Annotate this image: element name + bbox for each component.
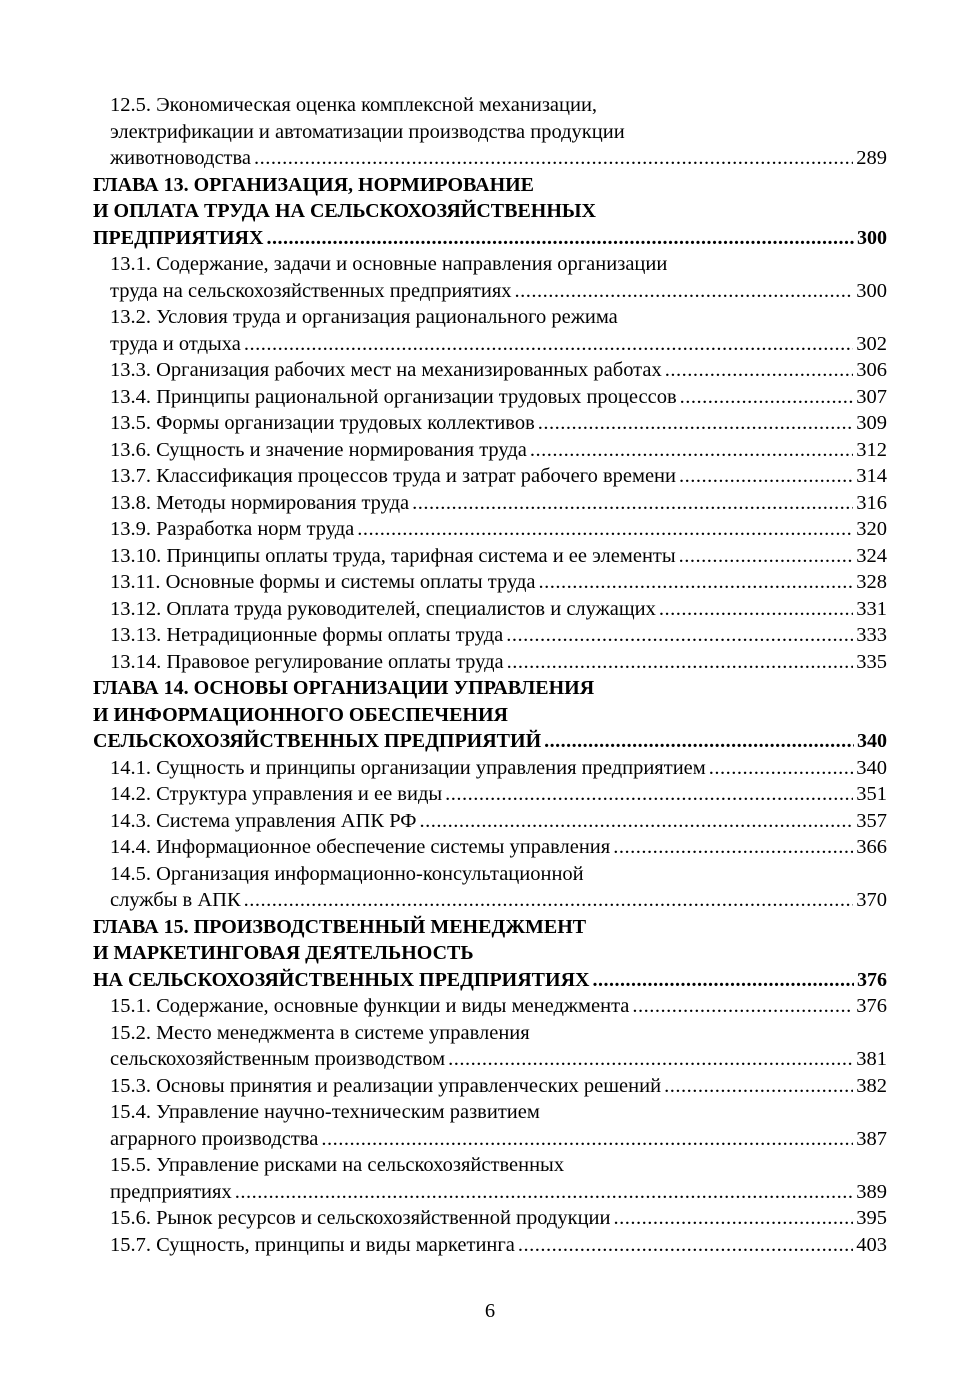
entry-title: 13.9. Разработка норм труда	[110, 518, 355, 540]
section-entry	[93, 781, 887, 808]
toc-line: 15.5. Управление рисками на сельскохозяйственных	[110, 1154, 565, 1176]
entry-page-number: 382	[856, 1074, 887, 1097]
toc-line	[93, 384, 887, 411]
entry-page-number: 312	[856, 438, 887, 461]
toc-line	[93, 1046, 887, 1073]
toc-line	[93, 225, 887, 252]
dot-leader	[538, 569, 853, 596]
entry-page-number: 366	[856, 836, 887, 858]
section-entry	[93, 251, 887, 304]
toc-line	[93, 649, 887, 676]
dot-leader	[530, 437, 853, 464]
toc-line	[93, 728, 887, 755]
entry-title: НА СЕЛЬСКОХОЗЯЙСТВЕННЫХ ПРЕДПРИЯТИЯХ	[93, 968, 590, 991]
section-entry	[93, 463, 887, 490]
section-entry	[93, 834, 887, 861]
entry-page-number: 387	[856, 1127, 887, 1150]
toc-line	[93, 463, 887, 490]
dot-leader	[235, 1179, 854, 1206]
toc-line: 14.5. Организация информационно-консультационной	[110, 862, 584, 885]
toc-line: электрификации и автоматизации производства продукции	[110, 120, 625, 143]
entry-page-number: 302	[856, 332, 887, 355]
toc-line	[93, 490, 887, 517]
section-entry	[93, 1073, 887, 1100]
toc-line: 12.5. Экономическая оценка комплексной механизации,	[110, 94, 598, 116]
section-entry	[93, 808, 887, 835]
toc-line	[93, 145, 887, 172]
section-entry	[93, 755, 887, 782]
toc-line	[93, 543, 887, 570]
entry-title: труда на сельскохозяйственных предприятиях	[110, 279, 512, 302]
section-entry	[93, 622, 887, 649]
entry-title: 13.6. Сущность и значение нормирования труда	[110, 438, 527, 461]
section-entry	[93, 993, 887, 1020]
entry-page-number: 307	[856, 385, 887, 408]
toc-line	[93, 1179, 887, 1206]
entry-title: 13.3. Организация рабочих мест на механизированных работах	[110, 359, 662, 381]
entry-title: 15.7. Сущность, принципы и виды маркетинга	[110, 1233, 515, 1256]
entry-page-number: 340	[857, 730, 887, 752]
entry-page-number: 381	[856, 1048, 887, 1070]
toc-line	[93, 781, 887, 808]
toc-line: И ИНФОРМАЦИОННОГО ОБЕСПЕЧЕНИЯ	[93, 703, 508, 726]
entry-page-number: 331	[856, 597, 887, 620]
section-entry	[93, 649, 887, 676]
toc-line	[93, 622, 887, 649]
entry-page-number: 309	[856, 412, 887, 434]
dot-leader	[613, 1205, 853, 1232]
dot-leader	[632, 993, 853, 1020]
entry-page-number: 320	[856, 518, 887, 540]
toc-line: ГЛАВА 13. ОРГАНИЗАЦИЯ, НОРМИРОВАНИЕ	[93, 173, 535, 196]
entry-page-number: 357	[856, 809, 887, 832]
dot-leader	[254, 145, 853, 172]
dot-leader	[680, 384, 854, 411]
toc-line	[93, 887, 887, 914]
section-entry	[93, 304, 887, 357]
section-entry	[93, 861, 887, 914]
entry-title: 13.7. Классификация процессов труда и затрат рабочего времени	[110, 465, 676, 487]
chapter-entry	[93, 914, 887, 994]
toc-line: ГЛАВА 15. ПРОИЗВОДСТВЕННЫЙ МЕНЕДЖМЕНТ	[93, 915, 587, 938]
dot-leader	[613, 834, 853, 861]
dot-leader	[507, 649, 854, 676]
entry-title: 14.4. Информационное обеспечение системы управления	[110, 836, 611, 858]
toc-line	[93, 1126, 887, 1153]
toc-line	[93, 516, 887, 543]
entry-page-number: 370	[856, 889, 887, 911]
toc-line	[93, 1232, 887, 1259]
toc-line	[93, 278, 887, 305]
toc-line: 15.2. Место менеджмента в системе управления	[110, 1021, 530, 1044]
entry-title: 13.5. Формы организации трудовых коллективов	[110, 412, 535, 434]
toc-line	[93, 993, 887, 1020]
entry-title: 15.6. Рынок ресурсов и сельскохозяйственной продукции	[110, 1207, 611, 1229]
section-entry	[93, 437, 887, 464]
chapter-entry	[93, 172, 887, 252]
entry-title: службы в АПК	[110, 889, 241, 911]
section-entry	[93, 1020, 887, 1073]
toc-line: ГЛАВА 14. ОСНОВЫ ОРГАНИЗАЦИИ УПРАВЛЕНИЯ	[93, 677, 595, 699]
dot-leader	[592, 967, 854, 994]
section-entry	[93, 596, 887, 623]
toc-line: И ОПЛАТА ТРУДА НА СЕЛЬСКОХОЗЯЙСТВЕННЫХ	[93, 200, 596, 222]
toc-line	[93, 834, 887, 861]
toc-line	[93, 1073, 887, 1100]
section-entry	[93, 357, 887, 384]
entry-title: животноводства	[110, 147, 252, 169]
dot-leader	[518, 1232, 853, 1259]
entry-page-number: 389	[856, 1180, 887, 1203]
table-of-contents	[93, 92, 887, 1258]
dot-leader	[544, 728, 854, 755]
toc-line: 13.2. Условия труда и организация рационального режима	[110, 306, 618, 328]
entry-page-number: 324	[856, 544, 887, 567]
section-entry	[93, 1232, 887, 1259]
entry-page-number: 340	[856, 756, 887, 779]
dot-leader	[664, 1073, 853, 1100]
entry-page-number: 300	[857, 226, 887, 249]
toc-line	[93, 967, 887, 994]
entry-page-number: 403	[856, 1233, 887, 1256]
toc-line: 13.1. Содержание, задачи и основные направления организации	[110, 253, 668, 275]
entry-title: 14.2. Структура управления и ее виды	[110, 783, 443, 805]
entry-title: СЕЛЬСКОХОЗЯЙСТВЕННЫХ ПРЕДПРИЯТИЙ	[93, 730, 542, 752]
entry-page-number: 289	[856, 147, 887, 169]
section-entry	[93, 1099, 887, 1152]
entry-page-number: 328	[856, 571, 887, 593]
entry-page-number: 351	[856, 783, 887, 805]
section-entry	[93, 543, 887, 570]
entry-title: аграрного производства	[110, 1127, 319, 1150]
entry-title: 15.1. Содержание, основные функции и виды менеджмента	[110, 995, 630, 1017]
entry-page-number: 300	[856, 279, 887, 302]
dot-leader	[506, 622, 853, 649]
dot-leader	[679, 543, 854, 570]
section-entry	[93, 384, 887, 411]
dot-leader	[412, 490, 853, 517]
entry-title: 13.4. Принципы рациональной организации трудовых процессов	[110, 385, 677, 408]
section-entry	[93, 490, 887, 517]
entry-title: 13.13. Нетрадиционные формы оплаты труда	[110, 624, 504, 646]
toc-line	[93, 410, 887, 437]
dot-leader	[679, 463, 853, 490]
entry-title: ПРЕДПРИЯТИЯХ	[93, 226, 264, 249]
entry-title: 14.3. Система управления АПК РФ	[110, 809, 417, 832]
dot-leader	[321, 1126, 853, 1153]
chapter-entry	[93, 675, 887, 755]
dot-leader	[266, 225, 854, 252]
dot-leader	[515, 278, 854, 305]
entry-title: 13.10. Принципы оплаты труда, тарифная система и ее элементы	[110, 544, 676, 567]
dot-leader	[357, 516, 853, 543]
dot-leader	[244, 331, 853, 358]
section-entry	[93, 410, 887, 437]
toc-line	[93, 437, 887, 464]
dot-leader	[659, 596, 853, 623]
entry-title: сельскохозяйственным производством	[110, 1048, 446, 1070]
dot-leader	[709, 755, 854, 782]
entry-page-number: 333	[856, 624, 887, 646]
dot-leader	[448, 1046, 853, 1073]
toc-line	[93, 357, 887, 384]
dot-leader	[665, 357, 854, 384]
toc-line: И МАРКЕТИНГОВАЯ ДЕЯТЕЛЬНОСТЬ	[93, 942, 474, 964]
entry-page-number: 306	[856, 359, 887, 381]
entry-page-number: 316	[856, 491, 887, 514]
section-entry	[93, 569, 887, 596]
toc-line: 15.4. Управление научно-техническим развитием	[110, 1101, 540, 1123]
dot-leader	[419, 808, 853, 835]
entry-page-number: 395	[856, 1207, 887, 1229]
entry-title: 13.12. Оплата труда руководителей, специалистов и служащих	[110, 597, 656, 620]
toc-line	[93, 331, 887, 358]
toc-line	[93, 808, 887, 835]
toc-line	[93, 596, 887, 623]
page-number: 6	[484, 1300, 496, 1322]
dot-leader	[244, 887, 854, 914]
entry-page-number: 376	[856, 995, 887, 1017]
entry-page-number: 314	[856, 465, 887, 487]
entry-page-number: 335	[856, 650, 887, 673]
entry-title: 13.11. Основные формы и системы оплаты труда	[110, 571, 536, 593]
section-entry	[93, 516, 887, 543]
dot-leader	[538, 410, 853, 437]
toc-line	[93, 1205, 887, 1232]
section-entry	[93, 1205, 887, 1232]
toc-line	[93, 755, 887, 782]
entry-title: предприятиях	[110, 1180, 232, 1203]
entry-title: 13.14. Правовое регулирование оплаты труда	[110, 650, 504, 673]
dot-leader	[445, 781, 853, 808]
entry-title: 14.1. Сущность и принципы организации управления предприятием	[110, 756, 706, 779]
entry-page-number: 376	[857, 968, 887, 991]
entry-title: 15.3. Основы принятия и реализации управленческих решений	[110, 1074, 662, 1097]
section-entry	[93, 92, 887, 172]
toc-line	[93, 569, 887, 596]
entry-title: 13.8. Методы нормирования труда	[110, 491, 410, 514]
section-entry	[93, 1152, 887, 1205]
entry-title: труда и отдыха	[110, 332, 241, 355]
